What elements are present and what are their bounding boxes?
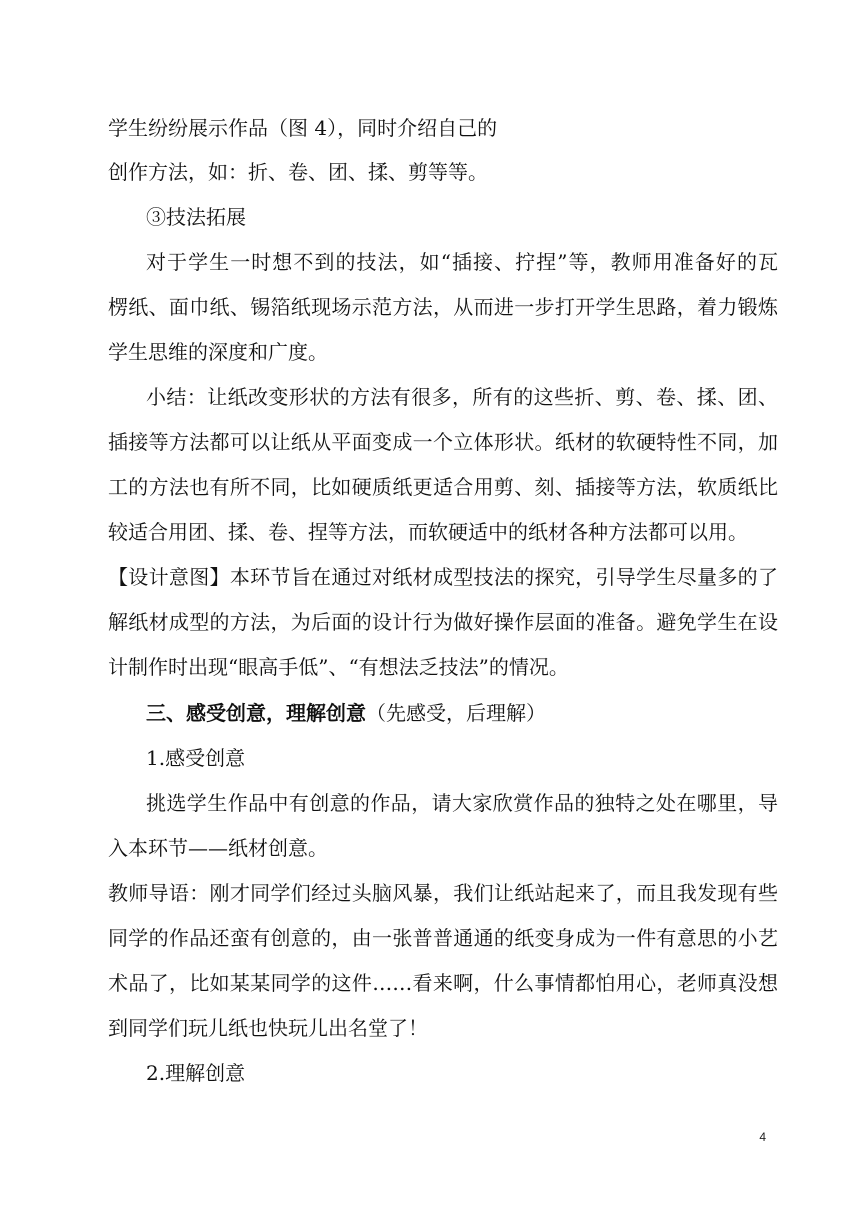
text-line: 插接等方法都可以让纸从平面变成一个立体形状。纸材的软硬特性不同，加	[108, 430, 778, 454]
text-line: 对于学生一时想不到的技法，如“插接、拧捏”等，教师用准备好的瓦	[146, 250, 778, 274]
section-heading-title: 三、感受创意，理解创意	[146, 701, 366, 725]
text-line: 学生纷纷展示作品（图 4），同时介绍自己的	[108, 116, 498, 140]
subsection-heading-feel-creativity: 1.感受创意	[146, 746, 246, 770]
design-intent-line: 解纸材成型的方法，为后面的设计行为做好操作层面的准备。避免学生在设	[108, 610, 778, 634]
teacher-guide-line: 术品了，比如某某同学的这件……看来啊，什么事情都怕用心，老师真没想	[108, 971, 778, 995]
teacher-guide-line: 同学的作品还蛮有创意的，由一张普普通通的纸变身成为一件有意思的小艺	[108, 926, 778, 950]
text-line: 工的方法也有所不同，比如硬质纸更适合用剪、刻、插接等方法，软质纸比	[108, 475, 778, 499]
subsection-heading-understand-creativity: 2.理解创意	[146, 1061, 246, 1085]
text-line: 小结：让纸改变形状的方法有很多，所有的这些折、剪、卷、揉、团、	[146, 385, 778, 409]
text-line: 学生思维的深度和广度。	[108, 340, 328, 364]
text-line: 挑选学生作品中有创意的作品，请大家欣赏作品的独特之处在哪里，导	[146, 791, 778, 815]
page-number: 4	[759, 1130, 766, 1144]
design-intent-line: 计制作时出现“眼高手低”、“有想法乏技法”的情况。	[108, 655, 569, 679]
section-heading-technique-expansion: ③技法拓展	[146, 205, 246, 229]
text-line: 创作方法，如：折、卷、团、揉、剪等等。	[108, 160, 488, 184]
section-heading-note: （先感受，后理解）	[366, 701, 546, 725]
text-line: 入本环节——纸材创意。	[108, 836, 328, 860]
teacher-guide-line: 到同学们玩儿纸也快玩儿出名堂了！	[108, 1016, 428, 1040]
text-line: 楞纸、面巾纸、锡箔纸现场示范方法，从而进一步打开学生思路，着力锻炼	[108, 295, 778, 319]
section-heading-creativity	[146, 699, 778, 727]
design-intent-line: 【设计意图】本环节旨在通过对纸材成型技法的探究，引导学生尽量多的了	[108, 565, 778, 589]
text-line: 较适合用团、揉、卷、捏等方法，而软硬适中的纸材各种方法都可以用。	[108, 520, 748, 544]
teacher-guide-line: 教师导语：刚才同学们经过头脑风暴，我们让纸站起来了，而且我发现有些	[108, 881, 778, 905]
